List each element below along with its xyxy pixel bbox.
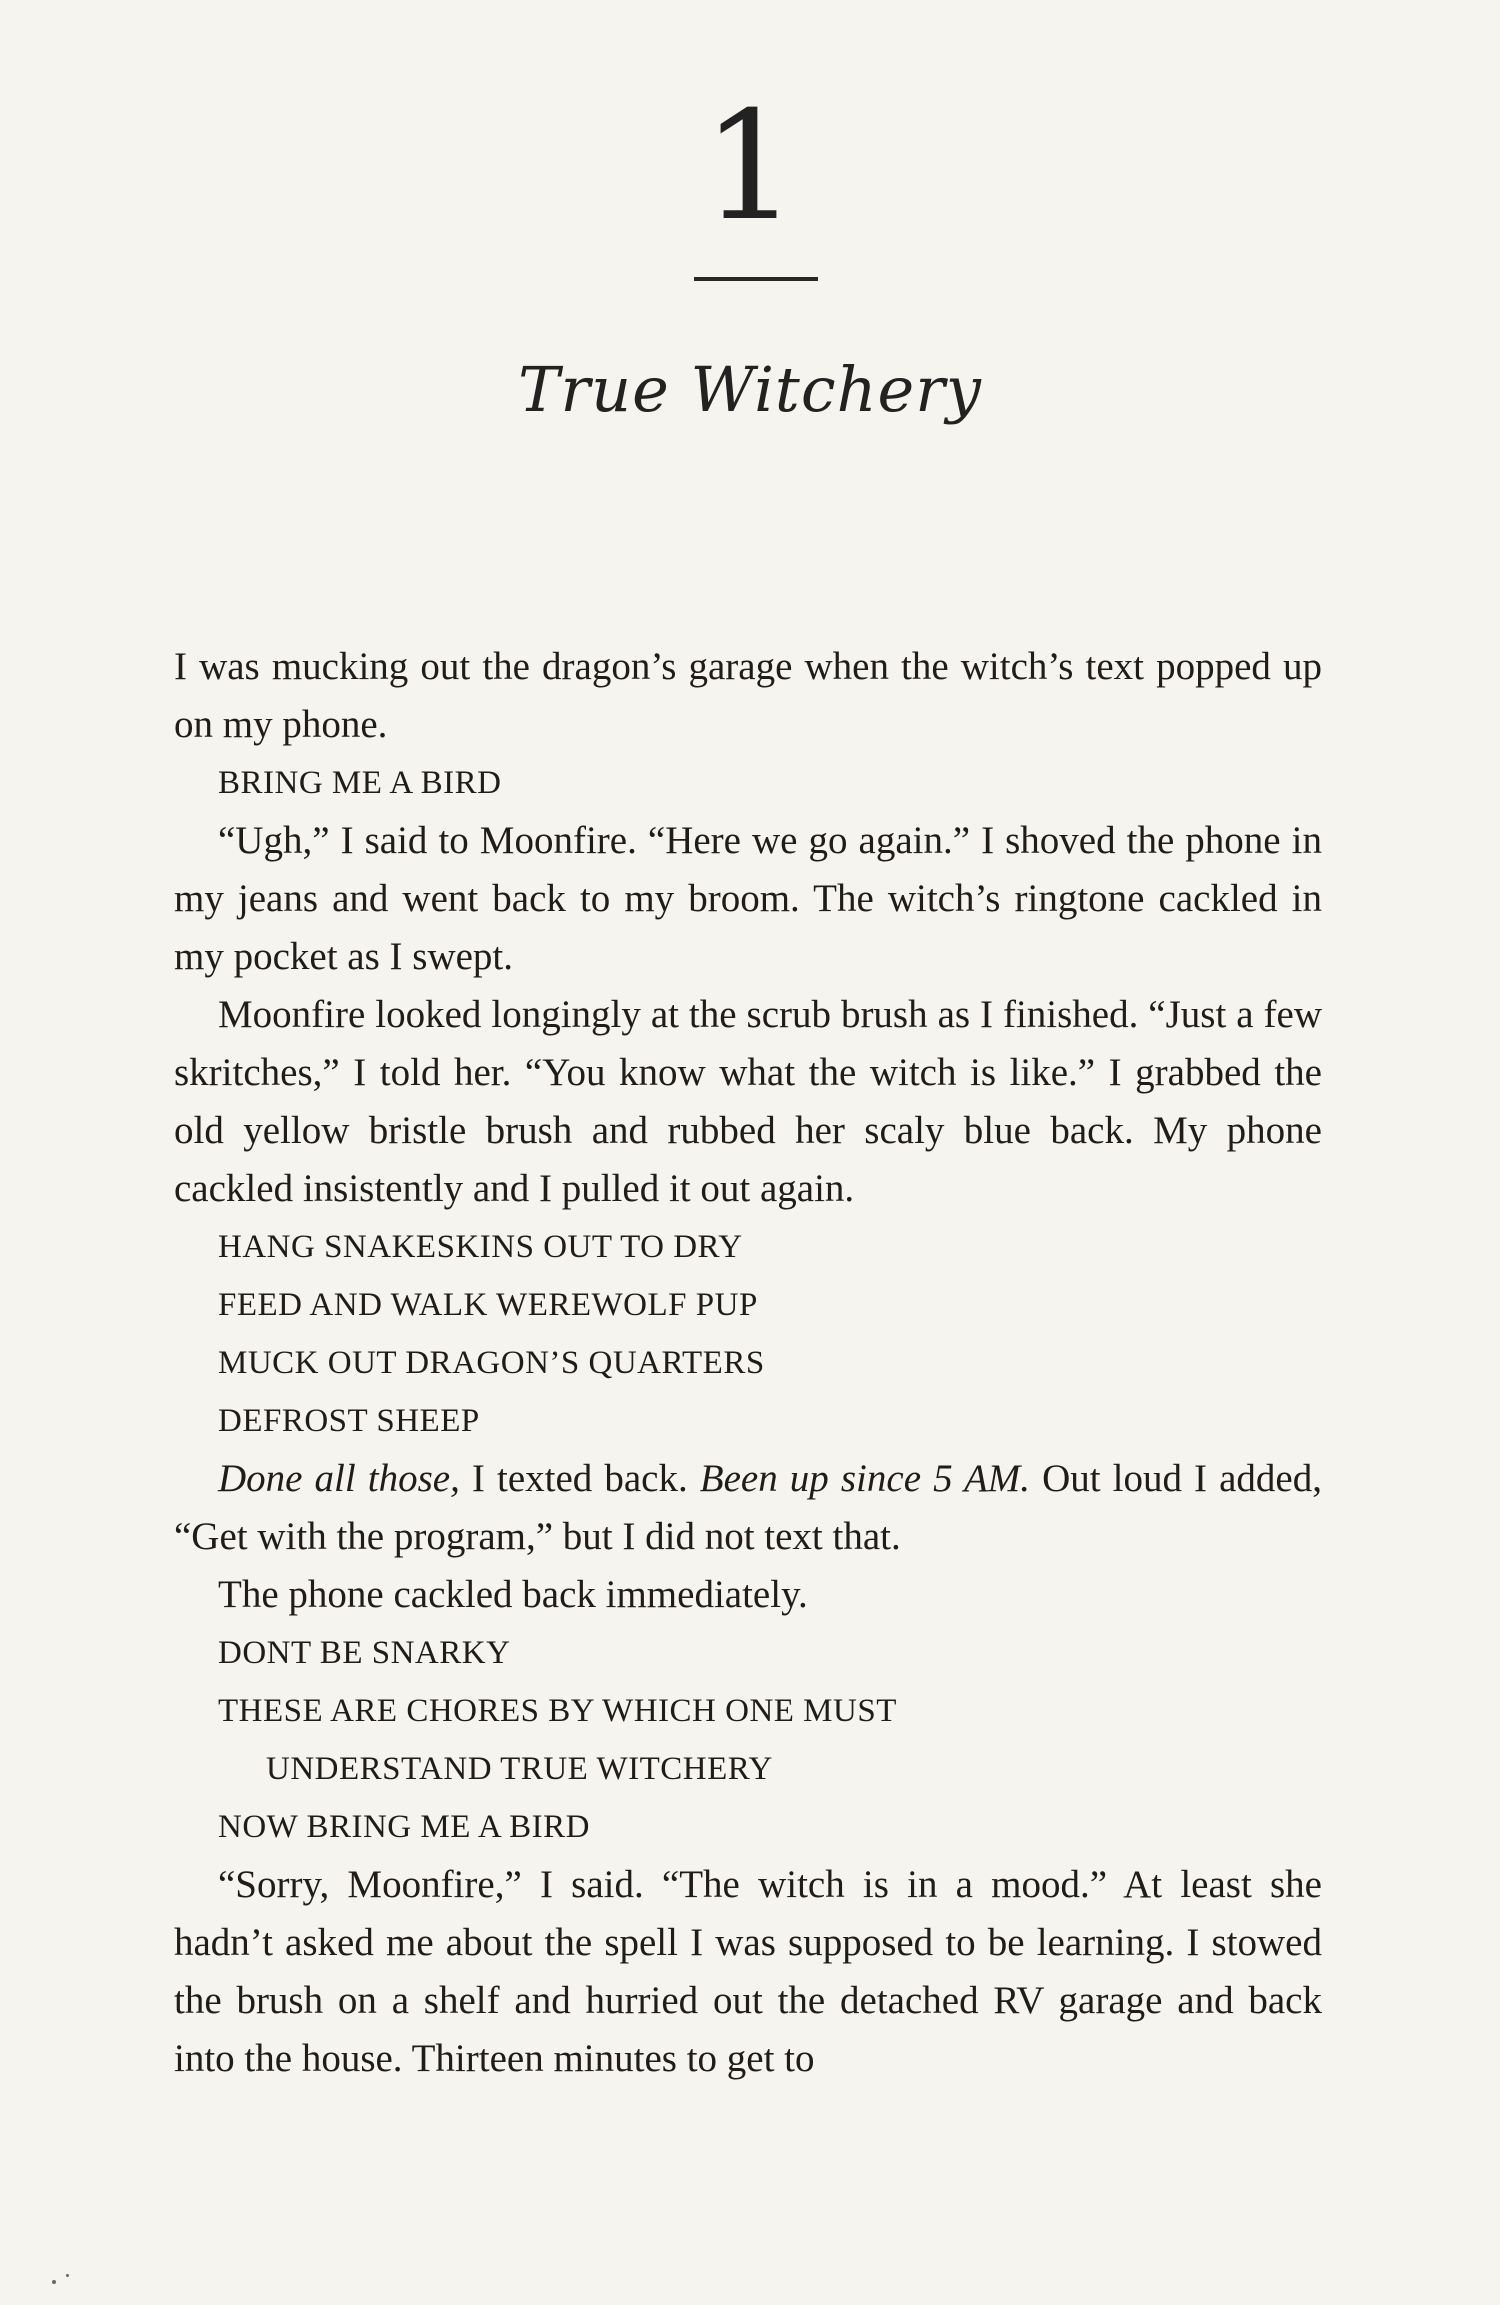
text-message-continued: UNDERSTAND TRUE WITCHERY [266, 1751, 773, 1787]
chapter-title: True Witchery [518, 353, 982, 426]
paragraph-4 [174, 1450, 1322, 1566]
chapter-divider [694, 277, 818, 281]
text-message: MUCK OUT DRAGON’S QUARTERS [218, 1345, 765, 1381]
paragraph-6: “Sorry, Moonfire,” I said. “The witch is in a mood.” At least she hadn’t asked me about the spell I was supposed to be learning. I stowed the brush on a shelf and hurried out the detached RV garage and back into the house. Thirteen minutes to get to [174, 1863, 1322, 2080]
chapter-number: 1 [702, 80, 798, 254]
chapter-body [174, 638, 1322, 2088]
paragraph-4-text: I texted back. [459, 1457, 700, 1500]
text-message: BRING ME A BIRD [218, 765, 502, 801]
text-message: FEED AND WALK WEREWOLF PUP [218, 1287, 758, 1323]
text-message: NOW BRING ME A BIRD [218, 1809, 590, 1845]
italic-reply: Been up since 5 AM. [699, 1457, 1031, 1500]
text-message: DONT BE SNARKY [218, 1635, 511, 1671]
paper-speckle [52, 2280, 56, 2284]
paper-speckle [66, 2274, 69, 2277]
paragraph-3: Moonfire looked longingly at the scrub brush as I finished. “Just a few skritches,” I told her. “You know what the witch is like.” I grabbed the old yellow bristle brush and rubbed her scaly blue back. My phone cackled insistently and I pulled it out again. [174, 993, 1322, 1210]
text-message: DEFROST SHEEP [218, 1403, 480, 1439]
text-message: HANG SNAKESKINS OUT TO DRY [218, 1229, 743, 1265]
paragraph-1: I was mucking out the dragon’s garage when the witch’s text popped up on my phone. [174, 645, 1322, 746]
paragraph-4-text: Out loud I added, “Get with the program,” but I did not text that. [174, 1457, 1322, 1558]
italic-reply: Done all those, [218, 1457, 460, 1500]
paragraph-2: “Ugh,” I said to Moonfire. “Here we go again.” I shoved the phone in my jeans and went back to my broom. The witch’s ringtone cackled in my pocket as I swept. [174, 819, 1322, 978]
text-message: THESE ARE CHORES BY WHICH ONE MUST [218, 1693, 897, 1729]
paragraph-5: The phone cackled back immediately. [218, 1573, 808, 1616]
